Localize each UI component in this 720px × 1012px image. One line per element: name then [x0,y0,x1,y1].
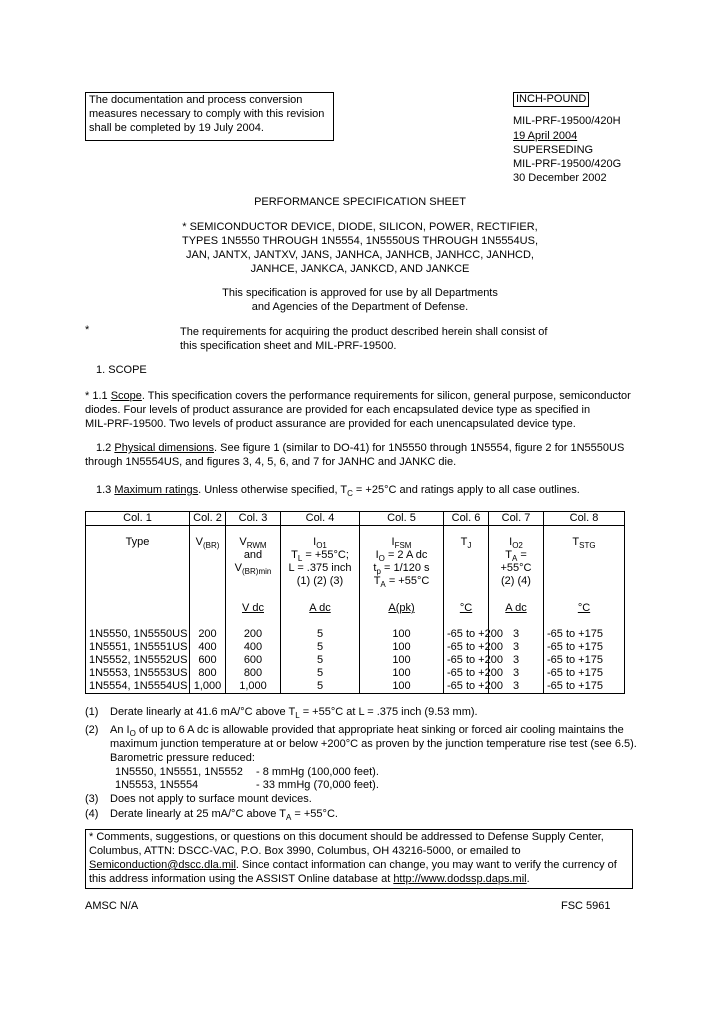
email-link[interactable]: Semiconduction@dscc.dla.mil [89,859,236,871]
value-cell: 400 [226,641,281,654]
value-cell: 3 [489,628,544,641]
note-2-number: (2) [85,724,99,736]
col-header: Col. 1 [86,512,190,526]
col-header: Col. 8 [544,512,625,526]
subject-line: JANHCE, JANKCA, JANKCD, AND JANKCE [250,263,470,275]
device-type-cell: 1N5553, 1N5553US [86,667,190,680]
value-cell: 5 [281,641,360,654]
unit-cell [544,602,625,628]
value-cell: 100 [360,641,444,654]
unit-cell [86,602,190,628]
notice-line: measures necessary to comply with this revision [89,108,325,120]
value-cell: 600 [226,654,281,667]
value-cell: 3 [489,667,544,680]
note-1: Derate linearly at 41.6 mA/°C above $T_L = +55^\circ C$ at L = .375 inch (9.53 mm). [110,706,478,720]
pressure-value: - 8 mmHg (100,000 feet). [256,766,379,778]
table-row [86,641,625,654]
table-row [86,680,625,694]
value-cell: -65 to +200 [444,654,489,667]
head-tj: $T_J$ [460,536,472,550]
unit-cell [360,602,444,628]
head-vrwm-cell [226,526,281,603]
value-cell: 5 [281,680,360,694]
old-doc-number: MIL-PRF-19500/420G [513,158,622,170]
change-marker: * [85,324,90,336]
unit-cell [489,602,544,628]
head-type-cell [86,526,190,603]
col-header: Col. 3 [226,512,281,526]
col-header: Col. 4 [281,512,360,526]
section-1-3: 1.3 Maximum ratings. Unless otherwise specified, $T_C = +25^\circ C$ and ratings apply to all case outlines. [96,484,580,498]
approval-line: and Agencies of the Department of Defense. [251,301,469,313]
note-3-number: (3) [85,793,99,805]
requirements-line: this specification sheet and MIL-PRF-19500. [180,340,397,352]
unit-cell [226,602,281,628]
device-type-cell: 1N5551, 1N5551US [86,641,190,654]
contact-line: this address information using the ASSIST Online database at http://www.dodssp.daps.mil. [89,873,530,885]
value-cell: 800 [190,667,226,680]
scope-heading: 1. SCOPE [96,364,147,376]
fsc-label: FSC 5961 [561,900,611,912]
device-type-cell: 1N5550, 1N5550US [86,628,190,641]
head-io2-cell [489,526,544,603]
value-cell: -65 to +175 [544,667,625,680]
section-1-1-line: MIL-PRF-19500. Two levels of product assurance are provided for each unencapsulated device type. [85,418,576,430]
value-cell: -65 to +175 [544,654,625,667]
head-tstg: $T_{STG}$ [572,536,596,550]
unit-label: A dc [309,602,331,614]
page-title: PERFORMANCE SPECIFICATION SHEET [254,196,466,208]
subject-line: JAN, JANTX, JANTXV, JANS, JANHCA, JANHCB, JANHCC, JANHCD, [186,249,534,261]
unit-label: °C [459,602,473,614]
assist-link[interactable]: http://www.dodssp.daps.mil [393,873,527,885]
requirements-line: The requirements for acquiring the product described herein shall consist of [180,326,548,338]
value-cell: 3 [489,641,544,654]
value-cell: 5 [281,654,360,667]
note-4-number: (4) [85,808,99,820]
value-cell: 100 [360,628,444,641]
approval-line: This specification is approved for use by all Departments [222,287,498,299]
value-cell: -65 to +200 [444,628,489,641]
inch-pound-badge: INCH-POUND [513,92,589,107]
head-ifsm: $I_{FSM}$ $I_O = 2$ A dc $t_p = 1/120$ s $T_A = +55^\circ C$ [373,536,430,589]
table-row [86,654,625,667]
head-io1-cell [281,526,360,603]
value-cell: 1,000 [226,680,281,694]
value-cell: -65 to +175 [544,641,625,654]
col-header: Col. 5 [360,512,444,526]
device-type-cell: 1N5552, 1N5552US [86,654,190,667]
contact-line: Semiconduction@dscc.dla.mil. Since contact information can change, you may want to verify the currency of [89,859,617,871]
value-cell: -65 to +200 [444,641,489,654]
unit-cell [190,602,226,628]
subject-line: * SEMICONDUCTOR DEVICE, DIODE, SILICON, POWER, RECTIFIER, [182,221,538,233]
value-cell: 400 [190,641,226,654]
section-1-2-line: through 1N5554US, and figures 3, 4, 5, 6, and 7 for JANHC and JANKC die. [85,456,457,468]
subject-line: TYPES 1N5550 THROUGH 1N5554, 1N5550US THROUGH 1N5554US, [181,235,539,247]
pressure-types: 1N5553, 1N5554 [115,779,199,791]
head-vrwm: $V_{RWM}$ and $V_{(BR)min}$ [234,536,272,576]
note-3: Does not apply to surface mount devices. [110,793,312,805]
section-1-1: * 1.1 Scope. This specification covers the performance requirements for silicon, general purpose, semiconductor [85,390,631,402]
maximum-ratings-table [85,511,625,694]
old-doc-date: 30 December 2002 [513,172,607,184]
value-cell: 1,000 [190,680,226,694]
notice-line: shall be completed by 19 July 2004. [89,122,264,134]
contact-line: * Comments, suggestions, or questions on this document should be addressed to Defense Supply Center, [89,831,604,843]
head-vbr: $V_{(BR)}$ [195,536,220,550]
value-cell: -65 to +175 [544,680,625,694]
head-io1: $I_{O1}$ $T_L = +55^\circ C$; L = .375 inch (1) (2) (3) [288,536,352,587]
note-4: Derate linearly at 25 mA/°C above $T_A = +55^\circ C$. [110,808,338,822]
note-2: An $I_O$ of up to 6 A dc is allowable provided that appropriate heat sinking or forced air cooling maintains the [110,724,624,738]
value-cell: 200 [226,628,281,641]
head-tstg-cell [544,526,625,603]
amsc-label: AMSC N/A [85,900,139,912]
value-cell: 100 [360,680,444,694]
unit-label: A(pk) [388,602,415,614]
value-cell: -65 to +200 [444,667,489,680]
head-io2: $I_{O2}$ $T_A$ = +55°C (2) (4) [500,536,532,587]
value-cell: -65 to +200 [444,680,489,694]
head-ifsm-cell [360,526,444,603]
doc-number: MIL-PRF-19500/420H [513,115,621,127]
value-cell: 100 [360,667,444,680]
unit-cell [281,602,360,628]
contact-line: Columbus, ATTN: DSCC-VAC, P.O. Box 3990, Columbus, OH 43216-5000, or emailed to [89,845,521,857]
value-cell: 800 [226,667,281,680]
doc-date: 19 April 2004 [513,130,578,142]
table-row [86,628,625,641]
units-row [86,602,625,628]
value-cell: 200 [190,628,226,641]
note-1-number: (1) [85,706,99,718]
device-type-cell: 1N5554, 1N5554US [86,680,190,694]
value-cell: 3 [489,680,544,694]
section-1-1-line: diodes. Four levels of product assurance are provided for each encapsulated device type as specified in [85,404,591,416]
notice-line: The documentation and process conversion [89,94,303,106]
head-type: Type [125,536,150,548]
col-header: Col. 2 [190,512,226,526]
value-cell: 5 [281,628,360,641]
value-cell: 100 [360,654,444,667]
value-cell: -65 to +175 [544,628,625,641]
unit-label: V dc [241,602,264,614]
note-2-line: maximum junction temperature at or below +200°C as proven by the junction temperature rise test (see 6.5). [110,738,637,750]
superseding-label: SUPERSEDING [513,144,594,156]
pressure-types: 1N5550, 1N5551, 1N5552 [115,766,243,778]
unit-cell [444,602,489,628]
value-cell: 5 [281,667,360,680]
head-vbr-cell [190,526,226,603]
unit-label: A dc [505,602,527,614]
col-header: Col. 6 [444,512,489,526]
table-row [86,667,625,680]
value-cell: 3 [489,654,544,667]
note-2-line: Barometric pressure reduced: [110,752,255,764]
head-tj-cell [444,526,489,603]
section-1-2: 1.2 Physical dimensions. See figure 1 (similar to DO-41) for 1N5550 through 1N5554, figure 2 for 1N5550US [96,442,625,454]
value-cell: 600 [190,654,226,667]
col-header: Col. 7 [489,512,544,526]
pressure-value: - 33 mmHg (70,000 feet). [256,779,379,791]
unit-label: °C [577,602,591,614]
